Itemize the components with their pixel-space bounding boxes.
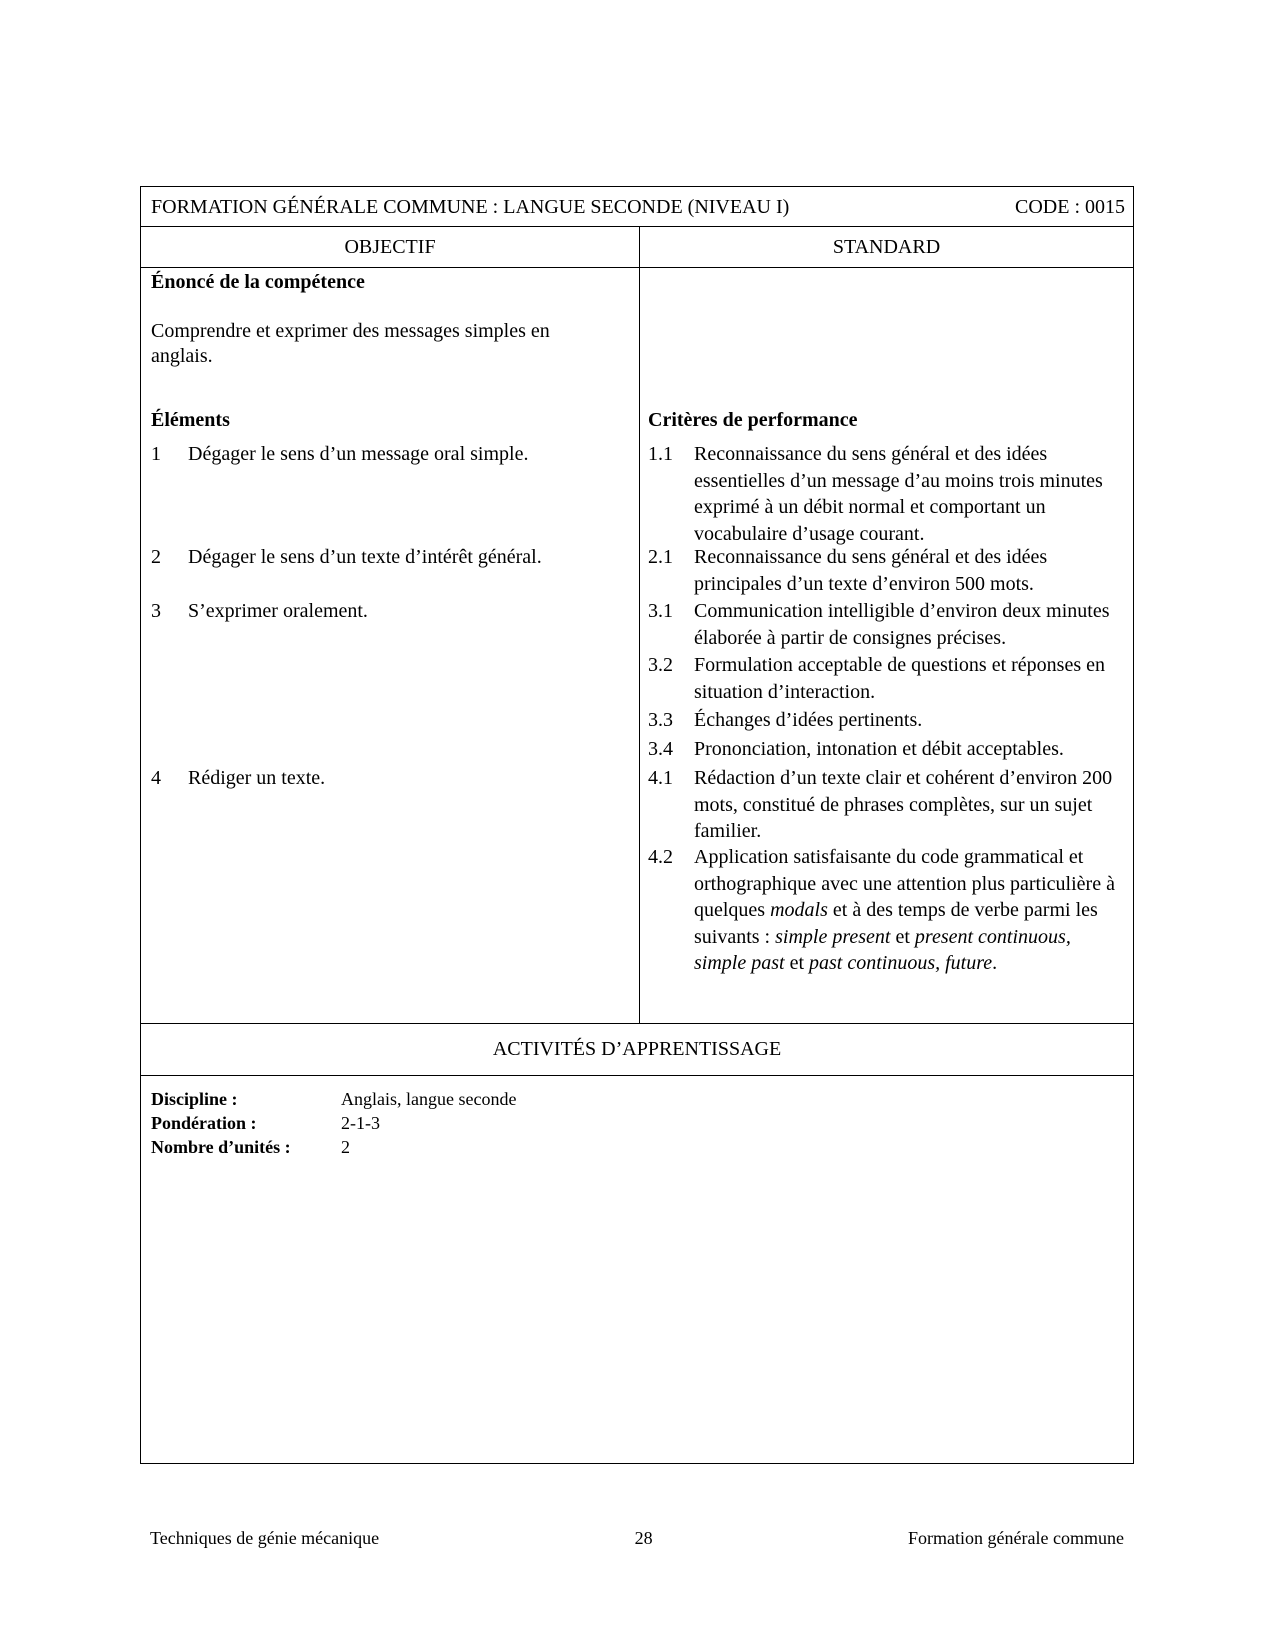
meta-row — [151, 1087, 516, 1111]
critere-item — [648, 844, 1118, 977]
critere-text — [694, 844, 1118, 977]
element-item — [151, 765, 325, 791]
critere-text: Rédaction d’un texte clair et cohérent d’environ 200 mots, constitué de phrases complètes, sur un sujet familier. — [694, 767, 1113, 842]
element-text: Dégager le sens d’un texte d’intérêt général. — [188, 546, 542, 568]
header-title: FORMATION GÉNÉRALE COMMUNE : LANGUE SECONDE (NIVEAU I) — [151, 195, 790, 218]
critere-text: Reconnaissance du sens général et des idées essentielles d’un message d’au moins trois minutes exprimé à un débit normal et comportant un vocabulaire d’usage courant. — [694, 443, 1103, 545]
critere-item — [648, 441, 1118, 547]
critere-number: 4.1 — [648, 767, 673, 789]
meta-row — [151, 1135, 516, 1159]
header-row — [141, 187, 1133, 227]
critere-item — [648, 736, 1118, 763]
footer-left: Techniques de génie mécanique — [150, 1528, 380, 1548]
competence-frame — [140, 186, 1134, 1464]
header-code: CODE : 0015 — [1015, 195, 1125, 218]
critere-text: Prononciation, intonation et débit acceptables. — [694, 738, 1064, 760]
critere-number: 2.1 — [648, 546, 673, 568]
critere-italic: modals — [770, 899, 828, 921]
page-footer — [150, 1527, 1124, 1550]
element-number: 2 — [151, 546, 161, 568]
element-number: 3 — [151, 600, 161, 622]
footer-right: Formation générale commune — [908, 1528, 1124, 1548]
enonce-label: Énoncé de la compétence — [151, 271, 365, 293]
element-item — [151, 441, 528, 467]
critere-number: 3.4 — [648, 738, 673, 760]
element-number: 4 — [151, 767, 161, 789]
element-number: 1 — [151, 443, 161, 465]
meta-value: Anglais, langue seconde — [341, 1089, 517, 1109]
standard-header: STANDARD — [832, 236, 941, 258]
critere-text-part: et à des temps de verbe parmi les suivants : — [694, 899, 1098, 948]
objectif-column — [141, 267, 640, 1023]
critere-item — [648, 765, 1118, 845]
meta-row — [151, 1111, 516, 1135]
page-number: 28 — [634, 1528, 653, 1548]
critere-text: Formulation acceptable de questions et réponses en situation d’interaction. — [694, 654, 1105, 703]
critere-text: Communication intelligible d’environ deux minutes élaborée à partir de consignes précises. — [694, 600, 1110, 649]
meta-value: 2 — [341, 1137, 350, 1157]
element-text: Dégager le sens d’un message oral simple. — [188, 443, 529, 465]
criteres-label: Critères de performance — [648, 409, 858, 431]
critere-text-part: . — [992, 952, 998, 974]
critere-italic: simple present — [775, 925, 891, 948]
activites-title: ACTIVITÉS D’APPRENTISSAGE — [141, 1023, 1133, 1076]
meta-label: Discipline : — [151, 1089, 238, 1109]
critere-text: Échanges d’idées pertinents. — [694, 709, 923, 731]
critere-item — [648, 598, 1118, 651]
meta-label: Pondération : — [151, 1113, 257, 1133]
elements-label: Éléments — [151, 409, 230, 431]
element-item — [151, 598, 368, 624]
meta-value: 2-1-3 — [341, 1113, 380, 1133]
critere-text-part: et — [890, 925, 915, 948]
critere-number: 3.3 — [648, 709, 673, 731]
critere-number: 4.2 — [648, 846, 673, 868]
critere-number: 3.2 — [648, 654, 673, 676]
element-text: S’exprimer oralement. — [188, 600, 368, 622]
critere-text: Reconnaissance du sens général et des idées principales d’un texte d’environ 500 mots. — [694, 546, 1048, 595]
critere-item — [648, 707, 1118, 734]
standard-column — [640, 267, 1133, 1023]
critere-text-part: Application satisfaisante du code grammatical et orthographique avec une attention plus particulière à quelques — [694, 846, 1115, 921]
enonce-text: Comprendre et exprimer des messages simples en anglais. — [151, 320, 550, 367]
critere-number: 1.1 — [648, 443, 673, 465]
meta-label: Nombre d’unités : — [151, 1137, 291, 1157]
critere-text-part: et — [784, 952, 809, 974]
critere-italic: present continuous, simple past — [694, 925, 1071, 974]
competence-body — [141, 267, 1133, 1024]
course-meta — [151, 1087, 516, 1159]
element-text: Rédiger un texte. — [188, 767, 326, 789]
element-item — [151, 544, 542, 570]
critere-number: 3.1 — [648, 600, 673, 622]
column-headers — [141, 227, 1133, 268]
critere-italic: past continuous, future — [809, 952, 993, 974]
critere-item — [648, 652, 1118, 705]
critere-item — [648, 544, 1118, 597]
objectif-header: OBJECTIF — [141, 227, 640, 267]
